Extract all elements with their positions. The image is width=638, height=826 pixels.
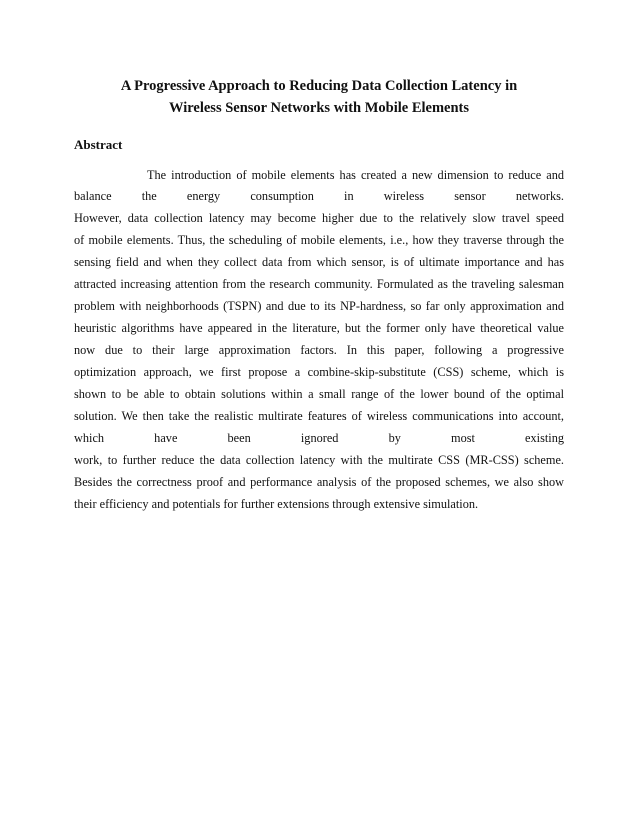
abstract-line-10: optimization approach, we first propose a combine-skip-substitute (CSS) scheme, which is — [74, 365, 564, 379]
abstract-line-11: shown to be able to obtain solutions within a small range of the lower bound of the optimal — [74, 387, 564, 401]
abstract-line-13: which have been ignored by most existing — [74, 431, 564, 445]
abstract-line-6: attracted increasing attention from the research community. Formulated as the traveling salesman — [74, 277, 564, 291]
abstract-line-16: their efficiency and potentials for further extensions through extensive simulation. — [74, 497, 479, 511]
abstract-line-2: balance the energy consumption in wireless sensor networks. — [74, 189, 564, 203]
abstract-line-8: heuristic algorithms have appeared in the literature, but the former only have theoretical value — [74, 321, 564, 335]
abstract-line-9: now due to their large approximation factors. In this paper, following a progressive — [74, 343, 564, 357]
abstract-line-5: sensing field and when they collect data from which sensor, is of ultimate importance and has — [74, 255, 564, 269]
paper-title-line-2: Wireless Sensor Networks with Mobile Elements — [168, 100, 470, 116]
abstract-line-7: problem with neighborhoods (TSPN) and due to its NP-hardness, so far only approximation and — [74, 299, 564, 313]
abstract-line-1: The introduction of mobile elements has created a new dimension to reduce and — [147, 168, 564, 182]
paper-title-line-1: A Progressive Approach to Reducing Data Collection Latency in — [120, 78, 518, 94]
abstract-line-3: However, data collection latency may become higher due to the relatively slow travel speed — [74, 211, 564, 225]
abstract-line-14: work, to further reduce the data collection latency with the multirate CSS (MR-CSS) scheme. — [74, 453, 564, 467]
abstract-heading: Abstract — [74, 137, 123, 152]
abstract-line-12: solution. We then take the realistic multirate features of wireless communications into account, — [74, 409, 564, 423]
abstract-line-15: Besides the correctness proof and performance analysis of the proposed schemes, we also show — [74, 475, 564, 489]
abstract-line-4: of mobile elements. Thus, the scheduling of mobile elements, i.e., how they traverse through the — [74, 233, 564, 247]
